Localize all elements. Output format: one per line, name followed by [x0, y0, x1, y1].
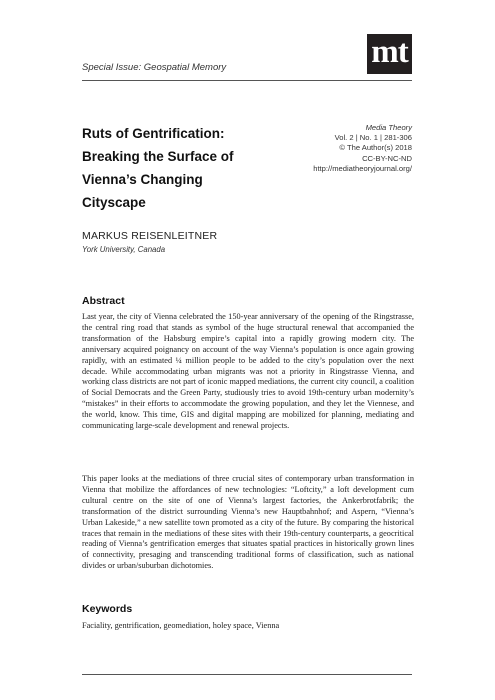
special-issue-label: Special Issue: Geospatial Memory — [82, 62, 227, 73]
volume-info: Vol. 2 | No. 1 | 281-306 — [334, 133, 412, 143]
title-line: Vienna’s Changing — [82, 172, 203, 187]
license-label: CC-BY-NC-ND — [362, 153, 412, 163]
keywords-heading: Keywords — [82, 603, 133, 615]
journal-name: Media Theory — [365, 123, 412, 132]
abstract-paragraph: Last year, the city of Vienna celebrated the 150-year anniversary of the opening of the Ringstrasse, the central ring road that stands as symbol of the huge structural renewal that accompanied the transformation of the Habsburg empire’s capital into a rapidly growing modern city. The anniversary acquired poignancy on account of the way Vienna’s population is once again growing rapidly, with an estimated ¼ million people to be added to the city’s population over the next decade. While accommodating urban migrants was not a priority in Ringstrasse Vienna, and working class districts are not part of iconic mapped mediations, the current city council, a coalition of Social Democrats and the Green Party, studiously tries to avoid 19th-century urban modernity’s “mistakes” in their efforts to accommodate the growing population, and they let the Viennese, and the world, know. This time, GIS and digital mapping are mobilized for planning, mediating and communicating large-scale development and renewal projects. — [82, 312, 415, 431]
footer-divider — [82, 674, 412, 675]
title-line: Ruts of Gentrification: — [82, 126, 225, 141]
keywords-list: Faciality, gentrification, geomediation, holey space, Vienna — [82, 621, 280, 630]
journal-url[interactable]: http://mediatheoryjournal.org/ — [313, 163, 412, 173]
journal-logo: mt — [367, 34, 412, 74]
author-name: MARKUS REISENLEITNER — [82, 230, 218, 242]
title-line: Cityscape — [82, 195, 146, 210]
title-line: Breaking the Surface of — [82, 149, 234, 164]
publication-meta — [252, 123, 412, 174]
abstract-heading: Abstract — [82, 295, 125, 307]
abstract-paragraph: This paper looks at the mediations of three crucial sites of contemporary urban transformation in Vienna that mobilize the affordances of new technologies: “Loftcity,” a loft development cum cultural centre on the site of one of Vienna’s largest factories, the Ankerbrotfabrik; the transformation of the district surrounding Vienna’s new Hauptbahnhof; and Aspern, “Vienna’s Urban Lakeside,” a new satellite town promoted as a city of the future. By comparing the historical traces that remain in the mediations of these sites with their 19th-century counterparts, a geocritical reading of Vienna’s gentrification emerges that situates spatial practices in historically grown lines of connectivity, presaging and transcending traditional forms of classification, such as national divides or urban/suburban dichotomies. — [82, 474, 414, 571]
copyright-notice: © The Author(s) 2018 — [339, 143, 412, 153]
header-divider — [82, 80, 412, 81]
author-affiliation: York University, Canada — [82, 245, 166, 254]
